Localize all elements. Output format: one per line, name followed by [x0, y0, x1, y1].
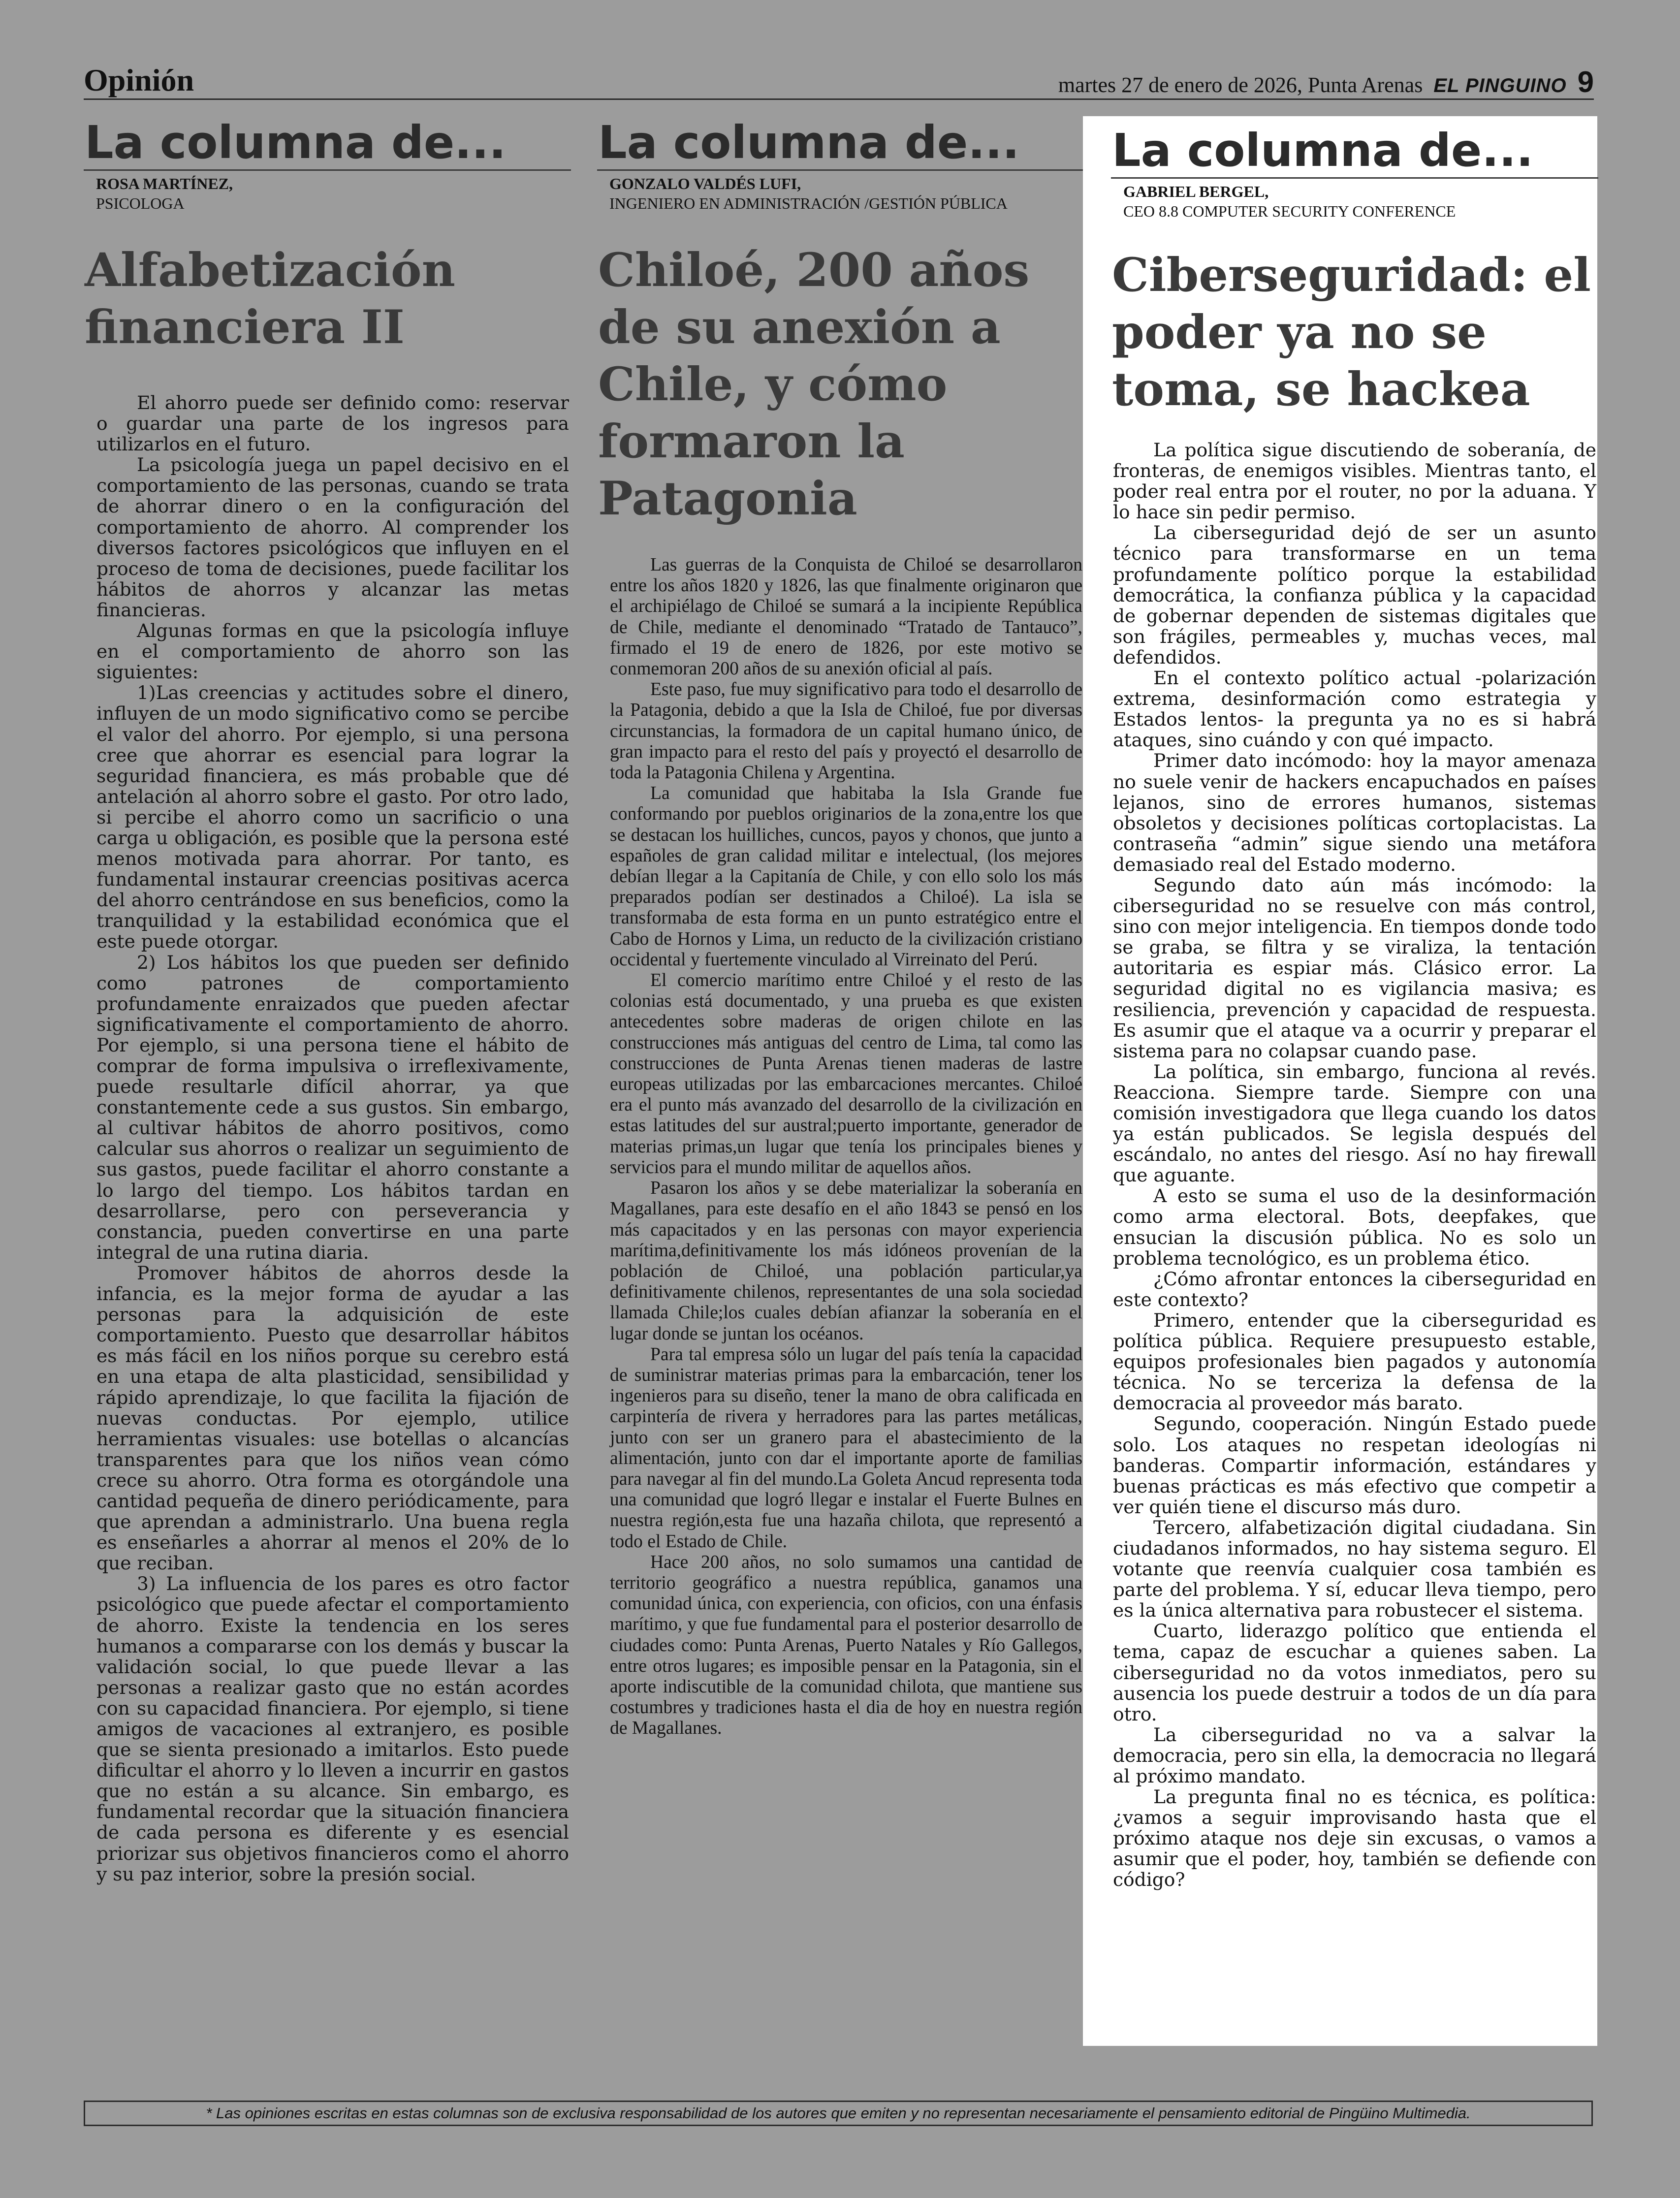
paragraph: La pregunta final no es técnica, es política: ¿vamos a seguir improvisando hasta que el próximo ataque nos deje sin excusas, o vamos a asumir que el poder, hoy, también se defiende con código?: [1113, 1786, 1596, 1891]
paragraph: El comercio marítimo entre Chiloé y el resto de las colonias está documentado, y una prueba es que existen antecedentes sobre maderas de origen chilote en las construcciones más antiguas del centro de Lima, tal como las construcciones de Punta Arenas tienen maderas de lastre europeas utilizadas por las embarcaciones mercantes. Chiloé era el punto más avanzado del desarrollo de la civilización en estas latitudes del sur austral;puerto importante, generador de materias primas,un lugar que tenía los principales bienes y servicios para el mundo militar de aquellos años.: [610, 970, 1082, 1178]
paragraph: 1)Las creencias y actitudes sobre el dinero, influyen de un modo significativo como se percibe el valor del ahorro. Por ejemplo, si una persona cree que ahorrar es esencial para lograr la seguridad financiera, es más probable que dé antelación al ahorro sobre el gasto. Por otro lado, si percibe el ahorro como un sacrificio o una carga u obligación, es posible que la persona esté menos motivada para ahorrar. Por tanto, es fundamental instaurar creencias positivas acerca del ahorro centrándose en sus beneficios, como la tranquilidad y la estabilidad económica que el este puede otorgar.: [96, 682, 569, 953]
column-3-content: [1111, 126, 1598, 1890]
paragraph: El ahorro puede ser definido como: reservar o guardar una parte de los ingresos para utilizarlos en el futuro.: [96, 392, 569, 455]
byline: [609, 174, 1084, 213]
paragraph: Las guerras de la Conquista de Chiloé se desarrollaron entre los años 1820 y 1826, las que finalmente originaron que el archipiélago de Chiloé se sumará a la incipiente República de Chile, mediante el denominado “Tratado de Tantauco”, firmado el 19 de enero de 1826, por este motivo se conmemoran 200 años de su anexión oficial al país.: [610, 555, 1082, 679]
masthead-info: [1058, 65, 1594, 99]
article-body: [597, 555, 1084, 1739]
byline: [96, 174, 571, 213]
paragraph: Segundo, cooperación. Ningún Estado puede solo. Los ataques no respetan ideologías ni banderas. Compartir información, estándares y buenas prácticas es más efectivo que competir a ver quién tiene el discurso más duro.: [1113, 1413, 1596, 1518]
disclaimer: * Las opiniones escritas en estas columnas son de exclusiva responsabilidad de los autores que emiten y no representan necesariamente el pensamiento editorial de Pingüino Multimedia.: [84, 2101, 1593, 2126]
column-kicker: La columna de...: [84, 118, 571, 171]
column-kicker: La columna de...: [1111, 126, 1598, 179]
article-headline: Ciberseguridad: el poder ya no se toma, se hackea: [1112, 248, 1591, 416]
paragraph: Segundo dato aún más incómodo: la ciberseguridad no se resuelve con más control, sino con mejor inteligencia. En tiempos donde todo se graba, se filtra y se viraliza, la tentación autoritaria es espiar más. Clásico error. La seguridad digital no es vigilancia masiva; es resiliencia, prevención y capacidad de respuesta. Es asumir que el ataque va a ocurrir y preparar el sistema para no colapsar cuando pase.: [1113, 874, 1596, 1062]
column-kicker: La columna de...: [597, 118, 1084, 171]
page-header: [84, 58, 1594, 100]
paragraph: En el contexto político actual -polarización extrema, desinformación como estrategia y Estados lentos- la pregunta ya no es si habrá ataques, sino cuándo y con qué impacto.: [1113, 667, 1596, 751]
paragraph: 3) La influencia de los pares es otro factor psicológico que puede afectar el comportamiento de ahorro. Existe la tendencia en los seres humanos a compararse con los demás y buscar la validación social, lo que puede llevar a las personas a realizar gasto que no están acordes con su capacidad financiera. Por ejemplo, si tiene amigos de vacaciones al extranjero, es posible que se sienta presionado a imitarlos. Esto puede dificultar el ahorro y lo lleven a incurrir en gastos que no están a su alcance. Sin embargo, es fundamental recordar que la situación financiera de cada persona es diferente y es esencial priorizar sus objetivos financieros como el ahorro y su paz interior, sobre la presión social.: [96, 1573, 569, 1885]
paragraph: La política sigue discutiendo de soberanía, de fronteras, de enemigos visibles. Mientras tanto, el poder real entra por el router, no por la aduana. Y lo hace sin pedir permiso.: [1113, 439, 1596, 523]
paragraph: Primero, entender que la ciberseguridad es política pública. Requiere presupuesto estable, equipos profesionales bien pagados y autonomía técnica. No se terceriza la defensa de la democracia al proveedor más barato.: [1113, 1309, 1596, 1414]
paragraph: ¿Cómo afrontar entonces la ciberseguridad en este contexto?: [1113, 1268, 1596, 1310]
article-headline: Chiloé, 200 años de su anexión a Chile, y cómo formaron la Patagonia: [598, 243, 1030, 526]
date-location: martes 27 de enero de 2026, Punta Arenas: [1058, 73, 1423, 97]
paragraph: La comunidad que habitaba la Isla Grande fue conformando por pueblos originarios de la zona,entre los que se destacan los huilliches, cuncos, payos y chonos, que junto a españoles de gran calidad militar e intelectual, (los mejores debían llegar a la Capitanía de Chile, y con ello solo los más preparados podían ser destinados a Chiloé). La isla se transformaba de esta forma en un punto estratégico entre el Cabo de Hornos y Lima, un reducto de la civilización cristiano occidental y fuertemente vinculado al Virreinato del Perú.: [610, 783, 1082, 970]
section-title: Opinión: [84, 63, 194, 97]
page-number: 9: [1577, 65, 1594, 98]
column-2: [597, 118, 1084, 1739]
author-name: GABRIEL BERGEL,: [1123, 183, 1269, 200]
paragraph: Promover hábitos de ahorros desde la infancia, es la mejor forma de ayudar a las personas para la adquisición de este comportamiento. Puesto que desarrollar hábitos es más fácil en los niños porque su cerebro está en una etapa de alta plasticidad, sensibilidad y rápido aprendizaje, lo que facilita la fijación de nuevas conductas. Por ejemplo, utilice herramientas visuales: use botellas o alcancías transparentes para que los niños vean cómo crece su ahorro. Otra forma es otorgándole una cantidad pequeña de dinero periódicamente, para que aprendan a administrarlo. Una buena regla es enseñarles a ahorrar al menos el 20% de lo que reciban.: [96, 1262, 569, 1574]
author-name: GONZALO VALDÉS LUFI,: [609, 175, 801, 192]
article-body: [84, 392, 571, 1884]
byline: [1123, 182, 1598, 221]
paragraph: Cuarto, liderazgo político que entienda el tema, capaz de escuchar a quienes saben. La ciberseguridad no da votos inmediatos, pero su ausencia los puede destruir a todos de un día para otro.: [1113, 1620, 1596, 1725]
paragraph: Pasaron los años y se debe materializar la soberanía en Magallanes, para este desafío en el año 1843 se pensó en los más capacitados y en las personas con mayor experiencia marítima,definitivamente los más idóneos provenían de la población de Chiloé, una población particular,ya definitivamente chilenos, representantes de una sola sociedad llamada Chile;los cuales debían afianzar la soberanía en el lugar donde se juntan los océanos.: [610, 1178, 1082, 1344]
paragraph: Tercero, alfabetización digital ciudadana. Sin ciudadanos informados, no hay sistema seguro. El votante que reenvía cualquier cosa también es parte del problema. Y sí, educar lleva tiempo, pero es la única alternativa para robustecer el sistema.: [1113, 1516, 1596, 1622]
author-role: INGENIERO EN ADMINISTRACIÓN /GESTIÓN PÚBLICA: [609, 194, 1008, 212]
paragraph: Para tal empresa sólo un lugar del país tenía la capacidad de suministrar materias primas para la embarcación, tener los ingenieros para su diseño, tener la mano de obra calificada en carpintería de rivera y herradores para las partes metálicas, junto con ser un granero para el abastecimiento de la alimentación, junto con dar el importante aporte de familias para navegar al fin del mundo.La Goleta Ancud representa toda una comunidad que logró llegar e instalar el Fuerte Bulnes en nuestra región,esta fue una hazaña chilota, que representó a todo el Estado de Chile.: [610, 1344, 1082, 1552]
author-role: CEO 8.8 COMPUTER SECURITY CONFERENCE: [1123, 202, 1456, 220]
author-role: PSICOLOGA: [96, 194, 185, 212]
paragraph: La política, sin embargo, funciona al revés. Reacciona. Siempre tarde. Siempre con una comisión investigadora que llega cuando los datos ya están publicados. Se legisla después del escándalo, no antes del riesgo. Así no hay firewall que aguante.: [1113, 1060, 1596, 1186]
paragraph: A esto se suma el uso de la desinformación como arma electoral. Bots, deepfakes, que ensucian la discusión pública. No es solo un problema tecnológico, es un problema ético.: [1113, 1185, 1596, 1269]
article-body: [1111, 440, 1598, 1890]
author-name: ROSA MARTÍNEZ,: [96, 175, 233, 192]
paragraph: Este paso, fue muy significativo para todo el desarrollo de la Patagonia, debido a que la Isla de Chiloé, fue por diversas circunstancias, la formadora de un capital humano único, de gran impacto para el resto del país y proyectó el desarrollo de toda la Patagonia Chilena y Argentina.: [610, 679, 1082, 783]
paragraph: Algunas formas en que la psicología influye en el comportamiento de ahorro son las siguientes:: [96, 620, 569, 683]
paragraph: La ciberseguridad dejó de ser un asunto técnico para transformarse en un tema profundamente político porque la estabilidad democrática, la confianza pública y la capacidad de gobernar dependen de sistemas digitales que son frágiles, permeables y, muchas veces, mal defendidos.: [1113, 522, 1596, 668]
paragraph: Hace 200 años, no solo sumamos una cantidad de territorio geográfico a nuestra república, ganamos una comunidad única, con experiencia, con oficios, con una énfasis marítimo, y que fue fundamental para el posterior desarrollo de ciudades como: Punta Arenas, Puerto Natales y Río Gallegos, entre otros lugares; es imposible pensar en la Patagonia, sin el aporte indiscutible de la comunidad chilota, que mantiene sus costumbres y tradiciones hasta el dia de hoy en nuestra región de Magallanes.: [610, 1552, 1082, 1739]
article-headline: Alfabetización financiera II: [85, 243, 455, 354]
column-3: [1083, 116, 1597, 2046]
newspaper-logo: EL PINGUINO: [1433, 75, 1567, 96]
paragraph: 2) Los hábitos los que pueden ser definido como patrones de comportamiento profundamente enraizados que pueden afectar significativamente el comportamiento de ahorro. Por ejemplo, si una persona tiene el hábito de comprar de forma impulsiva o irreflexivamente, puede resultarle difícil ahorrar, ya que constantemente cede a sus gustos. Sin embargo, al cultivar hábitos de ahorro positivos, como calcular sus ahorros o realizar un seguimiento de sus gastos, puede facilitar el ahorro constante a lo largo del tiempo. Los hábitos tardan en desarrollarse, pero con perseverancia y constancia, pueden convertirse en una parte integral de una rutina diaria.: [96, 951, 569, 1263]
paragraph: Primer dato incómodo: hoy la mayor amenaza no suele venir de hackers encapuchados en países lejanos, sino de errores humanos, sistemas obsoletos y decisiones políticas cortoplacistas. La contraseña “admin” sigue siendo una metáfora demasiado real del Estado moderno.: [1113, 750, 1596, 875]
paragraph: La psicología juega un papel decisivo en el comportamiento de las personas, cuando se trata de ahorrar dinero o en la configuración del comportamiento de ahorro. Al comprender los diversos factores psicológicos que influyen en el proceso de toma de decisiones, puede facilitar los hábitos de ahorros y alcanzar las metas financieras.: [96, 454, 569, 621]
paragraph: La ciberseguridad no va a salvar la democracia, pero sin ella, la democracia no llegará al próximo mandato.: [1113, 1723, 1596, 1787]
column-1: [84, 118, 571, 1884]
